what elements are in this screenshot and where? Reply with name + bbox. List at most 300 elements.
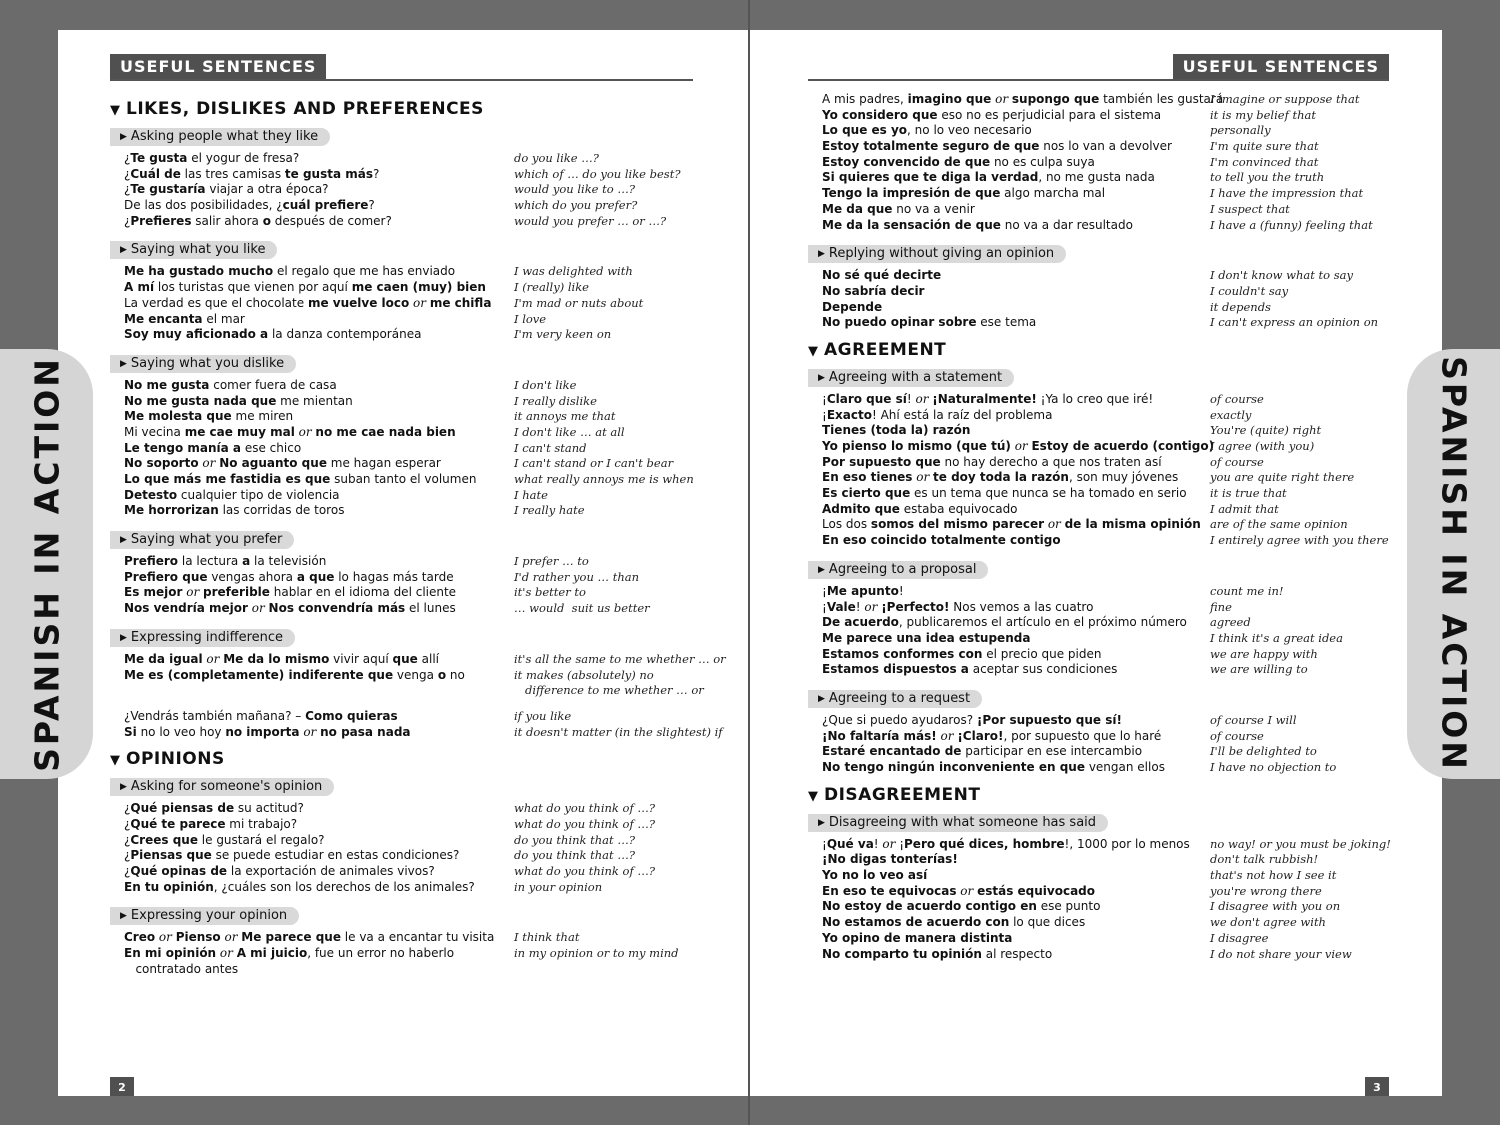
phrase-segment: ¿ xyxy=(124,213,131,228)
spanish-phrase xyxy=(124,327,421,343)
phrase-segment: Si quieres que te diga la verdad xyxy=(822,170,1039,185)
english-translation: what do you think of …? xyxy=(514,816,656,831)
phrase-segment: , ¿cuáles son los derechos de los animales? xyxy=(213,879,475,894)
phrase-segment: ? xyxy=(368,198,375,213)
phrase-segment: or xyxy=(155,930,176,945)
spanish-phrase xyxy=(822,868,927,884)
phrase-row xyxy=(124,946,700,962)
english-translation: which of … do you like best? xyxy=(514,166,681,181)
phrase-segment: Soy muy aficionado a xyxy=(124,327,269,342)
phrase-segment: ¡Por supuesto que sí! xyxy=(976,712,1122,727)
english-translation: we are willing to xyxy=(1210,662,1308,677)
spanish-phrase xyxy=(822,584,904,600)
phrase-segment: or xyxy=(956,883,978,898)
left-header-title: USEFUL SENTENCES xyxy=(110,54,326,79)
spanish-phrase xyxy=(822,647,1101,663)
phrase-row xyxy=(822,662,1398,678)
english-translation: I admit that xyxy=(1210,501,1279,516)
phrase-segment: ¿ xyxy=(124,182,131,197)
phrase-segment: salir ahora xyxy=(191,213,263,228)
spanish-phrase xyxy=(822,470,1178,486)
phrase-segment: lo hagas más tarde xyxy=(334,569,454,584)
phrase-segment: Exacto xyxy=(826,407,872,422)
phrase-segment: Qué piensas de xyxy=(130,801,235,816)
phrase-row xyxy=(124,570,700,586)
spanish-phrase xyxy=(124,296,491,312)
spanish-phrase xyxy=(124,456,441,472)
phrase-segment: No estoy de acuerdo contigo en xyxy=(822,899,1037,914)
phrase-list xyxy=(124,151,700,229)
phrase-row xyxy=(822,202,1398,218)
phrase-segment: ¡No faltaría más! xyxy=(822,728,937,743)
phrase-segment: Me apunto xyxy=(826,583,899,598)
english-translation: what really annoys me is when xyxy=(514,472,694,486)
phrase-segment: ese chico xyxy=(241,440,302,455)
english-translation: I suspect that xyxy=(1210,201,1290,216)
english-translation: you're wrong there xyxy=(1210,883,1322,898)
phrase-segment: el precio que piden xyxy=(982,646,1102,661)
english-translation: I entirely agree with you there xyxy=(1210,533,1389,548)
english-translation: I imagine or suppose that xyxy=(1210,92,1360,106)
phrase-row xyxy=(124,214,700,230)
phrase-segment: , no lo veo necesario xyxy=(907,123,1032,138)
phrase-segment: nos lo van a devolver xyxy=(1039,139,1172,154)
phrase-segment: no pasa nada xyxy=(320,724,411,739)
triangle-right-icon: ▶ xyxy=(818,693,825,704)
subheading-expressing-indifference xyxy=(110,629,295,647)
phrase-segment: Estaré encantado de xyxy=(822,744,962,759)
subheading-label: Agreeing with a statement xyxy=(828,369,1003,385)
english-translation: what do you think of …? xyxy=(514,801,656,816)
subheading-label: Saying what you prefer xyxy=(130,532,283,548)
english-translation: I have no objection to xyxy=(1210,760,1337,774)
english-translation: difference to me whether … or xyxy=(514,683,704,698)
phrase-segment: le gustará el regalo? xyxy=(197,832,325,847)
english-translation: I can't stand xyxy=(514,440,587,455)
triangle-right-icon: ▶ xyxy=(818,564,825,575)
english-translation: I don't know what to say xyxy=(1210,268,1353,283)
phrase-segment: ! xyxy=(906,391,916,406)
phrase-row xyxy=(822,470,1398,486)
english-translation: I'm quite sure that xyxy=(1210,139,1319,154)
triangle-right-icon: ▶ xyxy=(120,358,127,369)
phrase-segment: A mi juicio xyxy=(236,946,308,961)
spanish-phrase xyxy=(124,601,456,617)
phrase-row xyxy=(822,600,1398,616)
english-translation: I'll be delighted to xyxy=(1210,744,1317,759)
phrase-row xyxy=(124,930,700,946)
spanish-phrase xyxy=(822,268,941,284)
phrase-segment: ¡ xyxy=(822,391,827,406)
phrase-segment: Te gustaría xyxy=(130,182,206,197)
spanish-phrase xyxy=(822,408,1052,424)
phrase-row xyxy=(822,139,1398,155)
english-translation: I do not share your view xyxy=(1210,946,1352,961)
english-translation: fine xyxy=(1210,599,1232,614)
phrase-segment: Me da lo mismo xyxy=(223,651,330,666)
spanish-phrase xyxy=(124,801,304,817)
phrase-segment: te doy toda la razón xyxy=(933,470,1069,485)
english-translation: I prefer … to xyxy=(514,554,589,569)
subheading-replying-without-giving-an-opinion xyxy=(808,245,1066,263)
spanish-phrase xyxy=(822,315,1036,331)
spanish-phrase xyxy=(822,931,1012,947)
phrase-row xyxy=(822,647,1398,663)
phrase-segment: Cuál de xyxy=(130,166,181,181)
phrase-list xyxy=(124,651,726,740)
english-translation: no way! or you must be joking! xyxy=(1210,836,1391,851)
phrase-segment: a xyxy=(242,554,251,569)
phrase-segment: Me da que xyxy=(822,201,893,216)
phrase-segment: ? xyxy=(372,166,380,181)
spanish-phrase xyxy=(822,123,1032,139)
english-translation: I really dislike xyxy=(514,393,597,408)
subheading-label: Asking people what they like xyxy=(130,129,319,144)
phrase-row xyxy=(124,378,700,394)
english-translation: I'm convinced that xyxy=(1210,154,1319,169)
phrase-segment: Prefiero que xyxy=(124,569,208,584)
spanish-phrase xyxy=(124,280,486,296)
phrase-segment: somos del mismo parecer xyxy=(870,517,1044,532)
subheading-label: Saying what you dislike xyxy=(130,355,285,371)
english-translation: I'm very keen on xyxy=(514,327,612,342)
phrase-row xyxy=(124,848,700,864)
spanish-phrase xyxy=(124,214,392,230)
phrase-segment: ¡ xyxy=(822,407,827,422)
english-translation: which do you prefer? xyxy=(514,198,638,213)
spanish-phrase xyxy=(124,264,455,280)
english-translation: do you think that …? xyxy=(514,848,635,863)
phrase-segment: las corridas de toros xyxy=(218,503,345,518)
english-translation: exactly xyxy=(1210,407,1252,422)
phrase-segment: Admito que xyxy=(822,501,900,516)
phrase-list xyxy=(822,392,1398,549)
phrase-segment: ! xyxy=(855,599,865,614)
phrase-row xyxy=(124,488,700,504)
triangle-right-icon: ▶ xyxy=(120,245,127,256)
phrase-segment: no es culpa suya xyxy=(990,154,1095,169)
phrase-segment: te gusta más xyxy=(284,166,373,181)
phrase-segment: Me da la sensación de que xyxy=(822,217,1001,232)
triangle-right-icon: ▶ xyxy=(120,782,127,793)
phrase-segment: , fue un error no haberlo xyxy=(307,946,455,961)
phrase-segment: de la misma opinión xyxy=(1064,517,1201,532)
side-tab-left xyxy=(0,349,93,779)
english-translation: it's all the same to me whether … or xyxy=(514,651,726,666)
spanish-phrase xyxy=(822,439,1214,455)
phrase-segment: A mí xyxy=(124,280,155,295)
phrase-segment: ¿ xyxy=(124,832,131,847)
spanish-phrase xyxy=(124,668,465,684)
phrase-segment: el mar xyxy=(202,311,245,326)
english-translation: of course xyxy=(1210,391,1264,406)
phrase-segment: o xyxy=(437,667,447,682)
phrase-segment: hablar en el idioma del cliente xyxy=(269,585,457,600)
phrase-segment: me miren xyxy=(231,409,294,424)
phrase-row xyxy=(124,472,700,488)
phrase-list xyxy=(124,930,700,977)
subheading-asking-for-someone-s-opinion xyxy=(110,778,334,796)
phrase-segment: supongo que xyxy=(1011,92,1100,106)
phrase-row xyxy=(822,899,1398,915)
phrase-segment: Depende xyxy=(822,299,883,314)
phrase-segment: !, 1000 por lo menos xyxy=(1064,836,1190,851)
phrase-segment: vivir aquí xyxy=(329,651,393,666)
phrase-segment: imagino que xyxy=(907,92,992,106)
english-translation: I think that xyxy=(514,930,580,945)
triangle-down-icon: ▼ xyxy=(110,103,121,118)
phrase-segment: or xyxy=(247,601,269,616)
phrase-segment: No aguanto que xyxy=(219,456,327,471)
phrase-segment: Claro que sí xyxy=(826,391,907,406)
subheading-saying-what-you-dislike xyxy=(110,355,296,373)
english-translation: it makes (absolutely) no xyxy=(514,667,654,682)
phrase-segment: suban tanto el volumen xyxy=(330,472,477,486)
right-header-title: USEFUL SENTENCES xyxy=(1173,54,1389,79)
phrase-segment: Tienes (toda la) razón xyxy=(822,423,971,438)
right-column xyxy=(808,92,1398,968)
phrase-row xyxy=(124,651,726,668)
phrase-segment: Pienso xyxy=(175,930,221,945)
spanish-phrase xyxy=(822,662,1117,678)
section-heading-opinions xyxy=(110,746,700,772)
phrase-segment: ¡ xyxy=(822,836,827,851)
phrase-segment: Estamos dispuestos a xyxy=(822,662,969,677)
english-translation: I have the impression that xyxy=(1210,186,1364,201)
phrase-segment: eso no es perjudicial para el sistema xyxy=(937,107,1162,122)
phrase-segment: ese tema xyxy=(976,315,1037,330)
phrase-segment: Vale xyxy=(826,599,856,614)
phrase-row xyxy=(822,92,1398,108)
english-translation: do you like …? xyxy=(514,151,599,165)
phrase-segment: Yo no lo veo así xyxy=(822,868,928,883)
subheading-label: Saying what you like xyxy=(130,242,266,258)
section-heading-disagreement xyxy=(808,782,1398,808)
phrase-segment: vengas ahora xyxy=(207,569,297,584)
spanish-phrase xyxy=(822,218,1133,234)
phrase-segment: que xyxy=(392,651,418,666)
phrase-segment: , son muy jóvenes xyxy=(1068,470,1179,485)
phrase-segment: or xyxy=(864,599,882,614)
phrase-row xyxy=(822,744,1398,760)
phrase-segment: or xyxy=(991,92,1012,106)
phrase-segment: ¿ xyxy=(124,166,131,181)
side-tab-right-label: SPANISH IN ACTION xyxy=(1434,356,1473,772)
spanish-phrase xyxy=(124,151,299,167)
phrase-segment: me vuelve loco xyxy=(307,295,410,310)
phrase-segment: lo que dices xyxy=(1009,915,1086,930)
english-translation: do you think that …? xyxy=(514,832,635,847)
phrase-segment: or xyxy=(915,391,933,406)
phrase-segment: su actitud? xyxy=(234,801,304,816)
phrase-row xyxy=(124,709,700,725)
phrase-row xyxy=(822,486,1398,502)
spanish-phrase xyxy=(822,533,1061,549)
phrase-row xyxy=(124,409,700,425)
spanish-phrase xyxy=(124,472,476,488)
page-number-left: 2 xyxy=(110,1077,134,1096)
spanish-phrase xyxy=(124,378,337,394)
phrase-segment: ¿Que si puedo ayudaros? xyxy=(822,712,977,727)
english-translation: I love xyxy=(514,311,547,326)
english-translation: don't talk rubbish! xyxy=(1210,852,1319,867)
section-heading-label: AGREEMENT xyxy=(824,339,947,360)
left-column xyxy=(110,92,726,983)
phrase-segment: Me ha gustado mucho xyxy=(124,264,274,279)
triangle-right-icon: ▶ xyxy=(120,535,127,546)
phrase-segment: La verdad es que el chocolate xyxy=(124,295,308,310)
phrase-segment: or xyxy=(182,585,204,600)
phrase-segment: Piensas que xyxy=(130,848,212,863)
phrase-segment: Pero qué dices, hombre xyxy=(904,836,1065,851)
english-translation: I can't express an opinion on xyxy=(1210,315,1379,330)
english-translation: I think it's a great idea xyxy=(1210,630,1343,645)
phrase-segment: Prefiero xyxy=(124,554,179,569)
right-header-bar xyxy=(808,54,1389,81)
english-translation: … would suit us better xyxy=(514,601,650,616)
phrase-segment: Yo pienso lo mismo (que tú) xyxy=(822,439,1011,453)
phrase-row xyxy=(822,931,1398,947)
phrase-row xyxy=(822,408,1398,424)
phrase-segment: la danza contemporánea xyxy=(268,327,422,342)
phrase-row xyxy=(124,425,700,441)
triangle-right-icon: ▶ xyxy=(818,249,825,260)
phrase-row xyxy=(124,962,700,978)
phrase-segment: Lo que es yo xyxy=(822,123,908,138)
phrase-segment: ¿ xyxy=(124,151,131,165)
phrase-segment: En eso coincido totalmente contigo xyxy=(822,533,1061,548)
phrase-segment: la exportación de animales vivos? xyxy=(227,864,435,878)
phrase-row xyxy=(822,729,1398,745)
spanish-phrase xyxy=(124,554,326,570)
spanish-phrase xyxy=(822,108,1161,124)
phrase-row xyxy=(822,584,1398,600)
phrase-row xyxy=(124,296,700,312)
phrase-row xyxy=(124,151,700,167)
phrase-segment: me chifla xyxy=(429,295,492,310)
phrase-list xyxy=(822,713,1398,776)
spanish-phrase xyxy=(124,409,293,425)
phrase-row xyxy=(822,218,1398,234)
phrase-segment: No puedo opinar sobre xyxy=(822,315,977,330)
english-translation: of course xyxy=(1210,454,1264,469)
phrase-row xyxy=(124,327,700,343)
english-translation: it is true that xyxy=(1210,486,1287,501)
phrase-segment: , por supuesto que lo haré xyxy=(1003,728,1162,743)
phrase-segment: Por supuesto que xyxy=(822,454,941,469)
phrase-segment: Tengo la impresión de que xyxy=(822,186,1001,201)
phrase-segment: ¡ xyxy=(899,836,905,851)
phrase-segment: Prefieres xyxy=(130,213,192,228)
phrase-list xyxy=(124,378,700,519)
english-translation: we don't agree with xyxy=(1210,915,1326,930)
english-translation: would you prefer … or …? xyxy=(514,213,667,228)
english-translation: I disagree with you on xyxy=(1210,899,1341,914)
phrase-segment: Qué te parece xyxy=(130,816,226,831)
phrase-segment: De acuerdo xyxy=(822,615,899,630)
subheading-label: Disagreeing with what someone has said xyxy=(828,814,1097,830)
phrase-segment: Si xyxy=(124,724,137,739)
phrase-segment: ¡Ya lo creo que iré! xyxy=(1036,391,1154,406)
phrase-segment: or xyxy=(220,930,242,945)
triangle-right-icon: ▶ xyxy=(120,911,127,922)
phrase-row xyxy=(822,186,1398,202)
phrase-row xyxy=(822,713,1398,729)
spanish-phrase xyxy=(822,744,1142,760)
english-translation: I really hate xyxy=(514,503,585,518)
phrase-segment: Te gusta xyxy=(130,151,188,165)
phrase-segment: no xyxy=(446,667,465,682)
phrase-segment: ¡Perfecto! xyxy=(881,599,950,614)
spanish-phrase xyxy=(822,300,882,316)
english-translation: it is my belief that xyxy=(1210,107,1316,122)
phrase-row xyxy=(822,455,1398,471)
english-translation: we are happy with xyxy=(1210,646,1318,661)
phrase-segment: es un tema que nunca se ha tomado en serio xyxy=(910,486,1187,501)
phrase-segment: la lectura xyxy=(178,554,243,569)
phrase-segment: or xyxy=(912,470,934,485)
phrase-segment: or xyxy=(299,724,321,739)
phrase-segment: Estamos conformes con xyxy=(822,646,983,661)
spanish-phrase xyxy=(822,502,1018,518)
spanish-phrase xyxy=(822,729,1161,745)
spanish-phrase xyxy=(822,899,1100,915)
phrase-row xyxy=(124,864,700,880)
spanish-phrase xyxy=(124,198,375,214)
phrase-segment: allí xyxy=(417,651,439,666)
phrase-row xyxy=(124,724,723,741)
english-translation: I agree (with you) xyxy=(1210,439,1315,453)
phrase-segment: No soporto xyxy=(124,456,199,471)
spanish-phrase xyxy=(822,486,1187,502)
phrase-row xyxy=(822,268,1398,284)
spanish-phrase xyxy=(124,652,439,668)
phrase-segment: venga xyxy=(393,667,438,682)
phrase-row xyxy=(822,947,1398,963)
phrase-row xyxy=(124,801,700,817)
phrase-segment: Lo que más me fastidia es que xyxy=(124,472,331,486)
phrase-segment: Detesto xyxy=(124,487,178,502)
phrase-segment: En eso tienes xyxy=(822,470,913,485)
phrase-row xyxy=(124,585,700,601)
section-heading-label: OPINIONS xyxy=(126,749,225,770)
spanish-phrase xyxy=(124,394,353,410)
english-translation: that's not how I see it xyxy=(1210,868,1337,883)
phrase-row xyxy=(124,198,700,214)
subheading-label: Replying without giving an opinion xyxy=(828,246,1055,262)
phrase-list xyxy=(124,554,700,617)
subheading-agreeing-with-a-statement xyxy=(808,369,1014,387)
phrase-segment: ¡No digas tonterías! xyxy=(822,852,958,867)
phrase-segment: Nos vemos a las cuatro xyxy=(949,599,1094,614)
phrase-segment: ¿ xyxy=(124,848,131,863)
spanish-phrase xyxy=(822,423,970,439)
english-translation: would you like to …? xyxy=(514,182,636,197)
english-translation: you are quite right there xyxy=(1210,470,1355,485)
phrase-segment: o xyxy=(262,213,271,228)
phrase-segment: Nos convendría más xyxy=(268,601,406,616)
english-translation: if you like xyxy=(514,708,572,723)
phrase-row xyxy=(124,312,700,328)
subheading-saying-what-you-prefer xyxy=(110,531,294,549)
phrase-segment: ! xyxy=(898,583,904,598)
phrase-segment: or xyxy=(409,295,430,310)
phrase-row xyxy=(124,280,700,296)
phrase-segment: no importa xyxy=(225,724,300,739)
triangle-down-icon: ▼ xyxy=(808,343,819,359)
phrase-segment: se puede estudiar en estas condiciones? xyxy=(211,848,460,863)
phrase-segment: Qué va xyxy=(826,836,874,851)
